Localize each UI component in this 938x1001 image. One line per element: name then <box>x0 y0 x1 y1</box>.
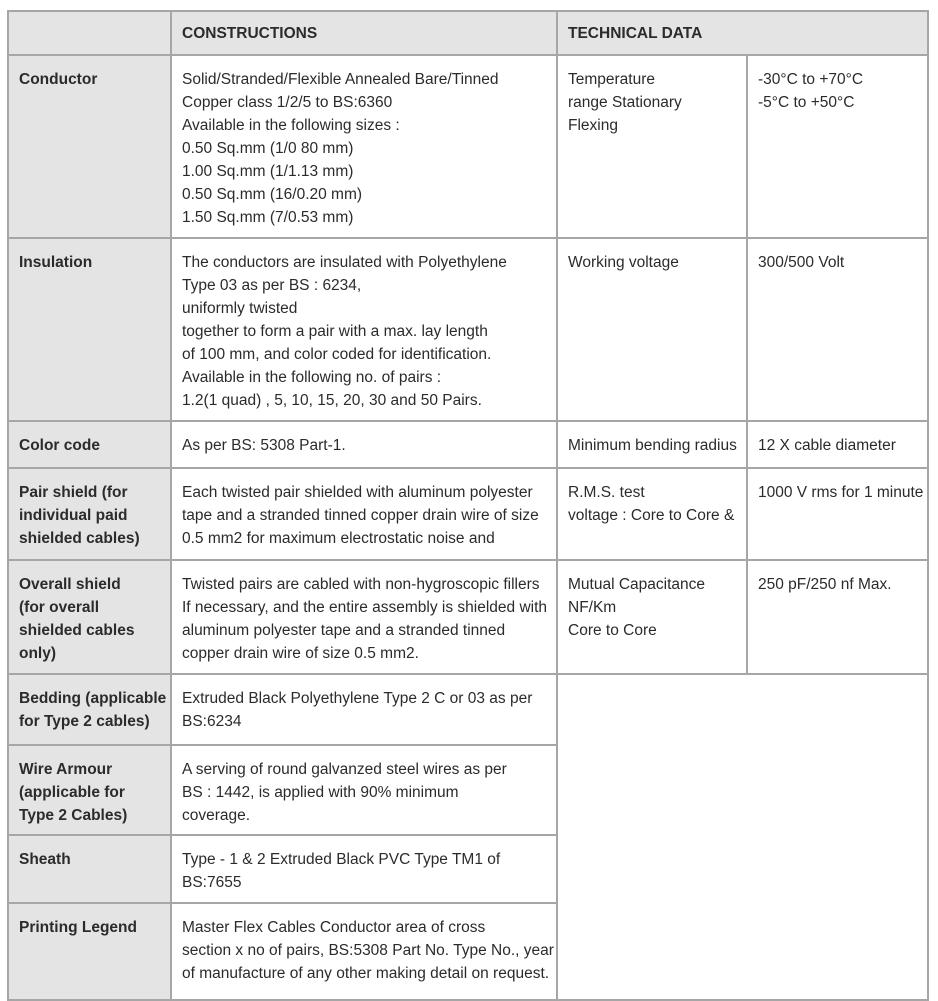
row-label <box>8 238 171 421</box>
row-label <box>8 468 171 560</box>
table-row <box>8 421 928 468</box>
construction-line: 1.2(1 quad) , 5, 10, 15, 20, 30 and 50 Pairs. <box>182 392 482 409</box>
row-label <box>8 55 171 238</box>
label-line: Insulation <box>19 254 93 271</box>
row-label <box>8 903 171 1000</box>
label-line: only) <box>19 645 57 662</box>
label-line: Sheath <box>19 851 71 868</box>
construction-cell <box>171 55 557 238</box>
tech-value-cell <box>747 421 928 468</box>
tech-parameter-line: Temperature <box>568 71 656 88</box>
label-line: individual paid <box>19 507 128 524</box>
tech-value-line: -5°C to +50°C <box>758 94 855 111</box>
construction-line: Copper class 1/2/5 to BS:6360 <box>182 94 393 111</box>
label-line: (for overall <box>19 599 100 616</box>
construction-line: uniformly twisted <box>182 300 298 317</box>
construction-cell <box>171 468 557 560</box>
construction-line: Twisted pairs are cabled with non-hygroscopic fillers <box>182 576 540 593</box>
table-row <box>8 468 928 560</box>
header-constructions: CONSTRUCTIONS <box>171 11 557 55</box>
table-row <box>8 674 928 745</box>
label-line: Bedding (applicable <box>19 690 167 707</box>
tech-parameter-cell <box>557 560 747 674</box>
construction-line: 0.50 Sq.mm (16/0.20 mm) <box>182 186 363 203</box>
construction-line: copper drain wire of size 0.5 mm2. <box>182 645 419 662</box>
construction-line: Solid/Stranded/Flexible Annealed Bare/Tinned <box>182 71 499 88</box>
table-row <box>8 560 928 674</box>
construction-line: The conductors are insulated with Polyethylene <box>182 254 507 271</box>
tech-parameter-line: NF/Km <box>568 599 617 616</box>
tech-parameter-cell <box>557 468 747 560</box>
label-line: shielded cables <box>19 622 135 639</box>
construction-line: BS:7655 <box>182 874 242 891</box>
tech-parameter-line: Working voltage <box>568 254 679 271</box>
construction-cell <box>171 903 557 1000</box>
tech-value-line: -30°C to +70°C <box>758 71 864 88</box>
row-label <box>8 421 171 468</box>
construction-line: Each twisted pair shielded with aluminum polyester <box>182 484 533 501</box>
tech-value-line: 250 pF/250 nf Max. <box>758 576 892 593</box>
construction-cell <box>171 835 557 903</box>
label-line: Color code <box>19 437 100 454</box>
construction-line: Extruded Black Polyethylene Type 2 C or 03 as per <box>182 690 533 707</box>
tech-parameter-line: Core to Core <box>568 622 657 639</box>
table-row <box>8 238 928 421</box>
cable-spec-table <box>7 10 929 1001</box>
construction-line: of manufacture of any other making detail on request. <box>182 965 550 982</box>
construction-line: 1.50 Sq.mm (7/0.53 mm) <box>182 209 354 226</box>
construction-line: 0.50 Sq.mm (1/0 80 mm) <box>182 140 354 157</box>
label-line: Printing Legend <box>19 919 137 936</box>
construction-line: tape and a stranded tinned copper drain wire of size <box>182 507 539 524</box>
tech-value-line: 12 X cable diameter <box>758 437 896 454</box>
row-label <box>8 745 171 835</box>
label-line: Overall shield <box>19 576 121 593</box>
tech-value-cell <box>747 468 928 560</box>
construction-line: If necessary, and the entire assembly is shielded with <box>182 599 548 616</box>
label-line: Pair shield (for <box>19 484 128 501</box>
construction-cell <box>171 674 557 745</box>
tech-parameter-cell <box>557 421 747 468</box>
tech-value-cell <box>747 238 928 421</box>
construction-line: coverage. <box>182 807 251 824</box>
tech-value-cell <box>747 560 928 674</box>
construction-line: 1.00 Sq.mm (1/1.13 mm) <box>182 163 354 180</box>
tech-value-cell <box>747 55 928 238</box>
construction-line: BS : 1442, is applied with 90% minimum <box>182 784 459 801</box>
tech-parameter-cell <box>557 238 747 421</box>
table-row <box>8 55 928 238</box>
label-line: Wire Armour <box>19 761 113 778</box>
construction-line: Master Flex Cables Conductor area of cross <box>182 919 486 936</box>
header-blank-cell <box>8 11 171 55</box>
tech-parameter-line: range Stationary <box>568 94 682 111</box>
construction-cell <box>171 745 557 835</box>
construction-line: A serving of round galvanzed steel wires as per <box>182 761 507 778</box>
construction-line: Type - 1 & 2 Extruded Black PVC Type TM1 of <box>182 851 501 868</box>
construction-line: Type 03 as per BS : 6234, <box>182 277 362 294</box>
construction-line: section x no of pairs, BS:5308 Part No. Type No., year <box>182 942 554 959</box>
label-line: (applicable for <box>19 784 125 801</box>
label-line: shielded cables) <box>19 530 140 547</box>
construction-line: of 100 mm, and color coded for identification. <box>182 346 492 363</box>
construction-line: together to form a pair with a max. lay length <box>182 323 488 340</box>
construction-cell <box>171 238 557 421</box>
blank-technical-area <box>557 674 928 1000</box>
label-line: Type 2 Cables) <box>19 807 128 824</box>
label-line: Conductor <box>19 71 98 88</box>
row-label <box>8 835 171 903</box>
construction-line: Available in the following no. of pairs : <box>182 369 442 386</box>
tech-parameter-line: Flexing <box>568 117 618 134</box>
construction-line: BS:6234 <box>182 713 242 730</box>
tech-parameter-cell <box>557 55 747 238</box>
tech-value-line: 1000 V rms for 1 minute <box>758 484 924 501</box>
tech-parameter-line: Minimum bending radius <box>568 437 737 454</box>
header-row <box>8 11 928 55</box>
tech-parameter-line: voltage : Core to Core & <box>568 507 735 524</box>
construction-line: As per BS: 5308 Part-1. <box>182 437 346 454</box>
construction-cell <box>171 421 557 468</box>
row-label <box>8 674 171 745</box>
construction-line: Available in the following sizes : <box>182 117 400 134</box>
row-label <box>8 560 171 674</box>
tech-parameter-line: Mutual Capacitance <box>568 576 705 593</box>
header-technical-data: TECHNICAL DATA <box>557 11 928 55</box>
tech-parameter-line: R.M.S. test <box>568 484 645 501</box>
construction-line: 0.5 mm2 for maximum electrostatic noise and <box>182 530 495 547</box>
construction-cell <box>171 560 557 674</box>
construction-line: aluminum polyester tape and a stranded tinned <box>182 622 506 639</box>
tech-value-line: 300/500 Volt <box>758 254 845 271</box>
label-line: for Type 2 cables) <box>19 713 150 730</box>
